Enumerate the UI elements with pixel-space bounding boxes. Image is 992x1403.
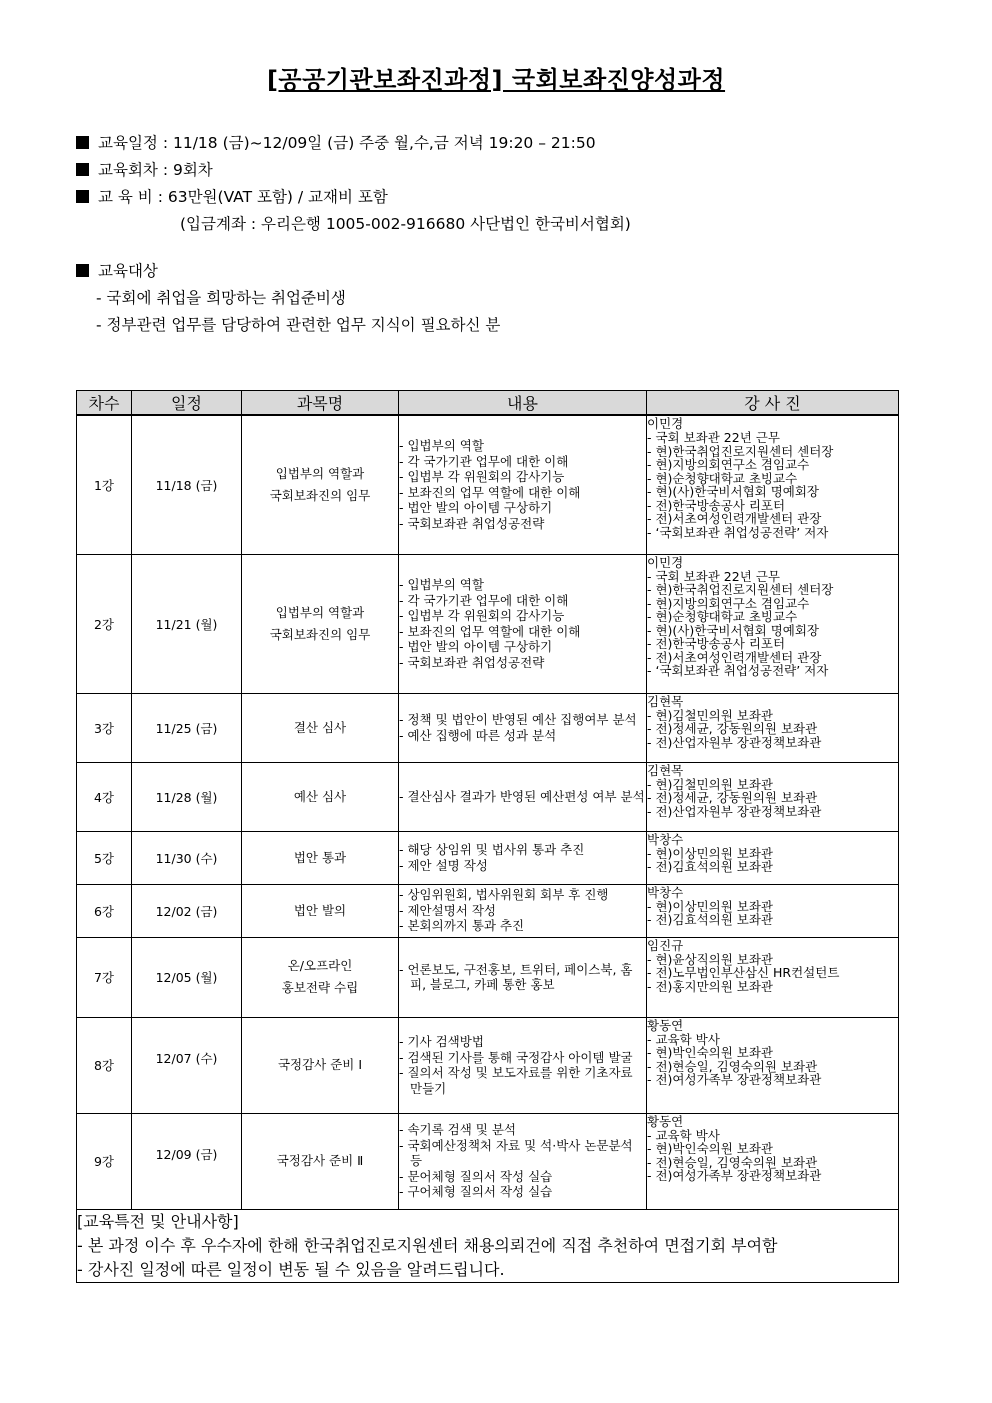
session-date: 12/07 (수) [132, 1017, 242, 1113]
notice-cell [77, 1209, 899, 1282]
session-subject [242, 1017, 399, 1113]
career-item: - 현)윤상직의원 보좌관 [647, 951, 774, 967]
content-item: - 입법부의 역할 [399, 438, 484, 454]
career-item: - 교육학 박사 [647, 1127, 720, 1143]
career-item: - 현)한국취업진로지원센터 센터장 [647, 582, 834, 597]
session-subject [242, 831, 399, 884]
subject-line: 법안 통과 [293, 849, 347, 865]
session-date: 12/02 (금) [132, 884, 242, 937]
career-item: - 현)한국취업진로지원센터 센터장 [647, 443, 834, 459]
lecturer-name: 박창수 [647, 884, 684, 900]
header-lecturer: 강 사 진 [647, 391, 899, 416]
career-item: - 현)지방의회연구소 겸임교수 [647, 457, 810, 472]
info-account: (입금계좌 : 우리은행 1005-002-916680 사단법인 한국비서협회) [180, 215, 631, 233]
career-item: - 전)김효석의원 보좌관 [647, 859, 774, 874]
content-item: - 언론보도, 구전홍보, 트위터, 페이스북, 홈피, 블로그, 카페 통한 홍보 [399, 961, 633, 992]
career-item: - 전)김효석의원 보좌관 [647, 912, 774, 927]
page-title: [공공기관보좌진과정] 국회보좌진양성과정 [266, 66, 726, 94]
career-item: - 전)홍지만의원 보좌관 [647, 978, 774, 994]
session-number: 1강 [77, 415, 132, 554]
content-item: - 결산심사 결과가 반영된 예산편성 여부 분석 [399, 788, 645, 804]
career-item: - 현)박인숙의원 보좌관 [647, 1045, 774, 1060]
session-date: 11/18 (금) [132, 415, 242, 554]
table-header-row [77, 391, 899, 416]
career-item: - 교육학 박사 [647, 1031, 720, 1047]
content-item: - 각 국가기관 업무에 대한 이해 [399, 592, 569, 608]
session-subject [242, 415, 399, 554]
session-content [399, 693, 647, 762]
career-item: - 전)여성가족부 장관정책보좌관 [647, 1168, 822, 1183]
subject-line: 온/오프라인 [287, 958, 353, 973]
session-content [399, 415, 647, 554]
session-number: 8강 [77, 1017, 132, 1113]
square-bullet-icon [76, 190, 89, 203]
content-item: - 문어체형 질의서 작성 실습 [399, 1168, 553, 1184]
session-subject [242, 884, 399, 937]
career-item: - 전)서초여성인력개발센터 관장 [647, 511, 822, 526]
session-date: 11/25 (금) [132, 693, 242, 762]
career-item: - 현)이상민의원 보좌관 [647, 845, 774, 861]
schedule-table [76, 390, 899, 1283]
career-item: - 전)여성가족부 장관정책보좌관 [647, 1072, 822, 1087]
subject-line: 국회보좌진의 임무 [269, 487, 371, 503]
subject-line: 법안 발의 [293, 902, 347, 918]
subject-line: 국정감사 준비 Ⅰ [277, 1057, 363, 1072]
content-item: - 국회보좌관 취업성공전략 [399, 515, 545, 531]
career-item: - 현)김철민의원 보좌관 [647, 776, 774, 792]
content-item: - 각 국가기관 업무에 대한 이해 [399, 453, 569, 469]
subject-line: 홍보전략 수립 [281, 980, 359, 995]
table-row [77, 415, 899, 554]
content-item: - 구어체형 질의서 작성 실습 [399, 1184, 553, 1200]
subject-line: 국정감사 준비 Ⅱ [276, 1153, 364, 1168]
session-date: 11/28 (월) [132, 762, 242, 831]
info-fee: 교 육 비 : 63만원(VAT 포함) / 교재비 포함 [76, 184, 916, 211]
lecturer-name: 김현목 [647, 693, 684, 709]
session-date: 12/05 (월) [132, 937, 242, 1017]
lecturer-name: 박창수 [647, 831, 684, 847]
table-row [77, 762, 899, 831]
content-item: - 본회의까지 통과 추진 [399, 918, 525, 934]
session-lecturer [647, 762, 899, 831]
square-bullet-icon [76, 264, 89, 277]
session-number: 3강 [77, 693, 132, 762]
session-subject [242, 762, 399, 831]
session-number: 2강 [77, 554, 132, 693]
subject-line: 예산 심사 [293, 788, 347, 804]
content-item: - 예산 집행에 따른 성과 분석 [399, 727, 557, 743]
content-item: - 보좌진의 업무 역할에 대한 이해 [399, 623, 581, 639]
subject-line: 입법부의 역할과 [275, 465, 365, 481]
content-item: - 기사 검색방법 [399, 1034, 484, 1049]
career-item: - ‘국회보좌관 취업성공전략’ 저자 [647, 524, 829, 540]
session-number: 6강 [77, 884, 132, 937]
session-lecturer [647, 1113, 899, 1209]
square-bullet-icon [76, 163, 89, 176]
career-item: - 전)현승일, 김영숙의원 보좌관 [647, 1058, 818, 1074]
session-date: 11/21 (월) [132, 554, 242, 693]
career-item: - 전)서초여성인력개발센터 관장 [647, 649, 822, 665]
content-item: - 검색된 기사를 통해 국정감사 아이템 발굴 [399, 1049, 633, 1065]
session-number: 4강 [77, 762, 132, 831]
career-item: - 현)이상민의원 보좌관 [647, 898, 774, 914]
table-row [77, 937, 899, 1017]
content-item: - 상임위원회, 법사위원회 회부 후 진행 [399, 887, 609, 903]
career-item: - 전)한국방송공사 리포터 [647, 497, 786, 513]
content-item: - 질의서 작성 및 보도자료를 위한 기초자료 만들기 [399, 1065, 633, 1096]
career-item: - 현)지방의회연구소 겸임교수 [647, 595, 810, 611]
career-item: - 전)산업자원부 장관정책보좌관 [647, 803, 822, 819]
career-item: - 전)노무법인부산삼신 HR컨설턴트 [647, 965, 840, 980]
lecturer-name: 황동연 [647, 1113, 684, 1129]
table-row [77, 1017, 899, 1113]
session-lecturer [647, 415, 899, 554]
info-target-item: - 정부관련 업무를 담당하여 관련한 업무 지식이 필요하신 분 [96, 316, 501, 334]
info-target-item: - 국회에 취업을 희망하는 취업준비생 [96, 289, 346, 307]
info-target-heading: 교육대상 [76, 258, 916, 285]
career-item: - 전)정세균, 강동원의원 보좌관 [647, 790, 818, 805]
header-content: 내용 [399, 391, 647, 416]
session-lecturer [647, 693, 899, 762]
session-subject [242, 693, 399, 762]
content-item: - 법안 발의 아이템 구상하기 [399, 639, 553, 654]
header-date: 일정 [132, 391, 242, 416]
career-item: - 현)순청향대학교 초빙교수 [647, 470, 798, 486]
career-item: - 현)(사)한국비서협회 명예회장 [647, 484, 819, 499]
career-item: - 현)순청향대학교 초빙교수 [647, 609, 798, 624]
content-item: - 속기록 검색 및 분석 [399, 1122, 517, 1138]
notice-row [77, 1209, 899, 1282]
lecturer-name: 임진규 [647, 937, 684, 953]
session-content [399, 937, 647, 1017]
content-item: - 해당 상임위 및 법사위 통과 추진 [399, 842, 585, 857]
lecturer-name: 이민경 [647, 554, 684, 570]
session-subject [242, 937, 399, 1017]
content-item: - 입법부의 역할 [399, 577, 484, 592]
career-item: - ‘국회보좌관 취업성공전략’ 저자 [647, 663, 829, 678]
lecturer-name: 이민경 [647, 416, 684, 431]
session-number: 5강 [77, 831, 132, 884]
session-content [399, 554, 647, 693]
career-item: - 전)산업자원부 장관정책보좌관 [647, 734, 822, 750]
session-subject [242, 1113, 399, 1209]
session-content [399, 884, 647, 937]
content-item: - 국회보좌관 취업성공전략 [399, 654, 545, 670]
table-row [77, 554, 899, 693]
career-item: - 현)김철민의원 보좌관 [647, 707, 774, 723]
subject-line: 입법부의 역할과 [275, 604, 365, 620]
career-item: - 전)한국방송공사 리포터 [647, 636, 786, 651]
session-lecturer [647, 554, 899, 693]
content-item: - 국회예산정책처 자료 및 석·박사 논문분석 등 [399, 1137, 633, 1169]
content-item: - 입법부 각 위원회의 감사기능 [399, 608, 565, 623]
session-date: 12/09 (금) [132, 1113, 242, 1209]
session-lecturer [647, 937, 899, 1017]
course-info [76, 130, 916, 339]
table-row [77, 831, 899, 884]
session-content [399, 1017, 647, 1113]
table-row [77, 884, 899, 937]
content-item: - 보좌진의 업무 역할에 대한 이해 [399, 484, 581, 500]
subject-line: 국회보좌진의 임무 [269, 626, 371, 642]
session-number: 9강 [77, 1113, 132, 1209]
content-item: - 정책 및 법안이 반영된 예산 집행여부 분석 [399, 712, 637, 727]
session-number: 7강 [77, 937, 132, 1017]
table-row [77, 693, 899, 762]
session-content [399, 831, 647, 884]
career-item: - 국회 보좌관 22년 근무 [647, 568, 780, 584]
subject-line: 결산 심사 [293, 719, 347, 735]
session-subject [242, 554, 399, 693]
session-lecturer [647, 831, 899, 884]
notice-line: - 본 과정 이수 후 우수자에 한해 한국취업진로지원센터 채용의뢰건에 직접 추천하여 면접기회 부여함 [77, 1235, 778, 1255]
session-content [399, 762, 647, 831]
content-item: - 법안 발의 아이템 구상하기 [399, 500, 553, 516]
lecturer-name: 황동연 [647, 1017, 684, 1033]
info-sessions: 교육회차 : 9회차 [76, 157, 916, 184]
info-schedule: 교육일정 : 11/18 (금)~12/09일 (금) 주중 월,수,금 저녁 19:20 – 21:50 [76, 130, 916, 157]
square-bullet-icon [76, 136, 89, 149]
notice-heading: [교육특전 및 안내사항] [77, 1211, 239, 1231]
notice-line: - 강사진 일정에 따른 일정이 변동 될 수 있음을 알려드립니다. [77, 1259, 505, 1279]
content-item: - 입법부 각 위원회의 감사기능 [399, 469, 565, 485]
session-content [399, 1113, 647, 1209]
career-item: - 전)정세균, 강동원의원 보좌관 [647, 721, 818, 736]
session-lecturer [647, 884, 899, 937]
header-subject: 과목명 [242, 391, 399, 416]
career-item: - 현)(사)한국비서협회 명예회장 [647, 622, 819, 638]
lecturer-name: 김현목 [647, 762, 684, 778]
content-item: - 제안설명서 작성 [399, 902, 496, 918]
content-item: - 제안 설명 작성 [399, 857, 488, 873]
career-item: - 현)박인숙의원 보좌관 [647, 1141, 774, 1156]
session-date: 11/30 (수) [132, 831, 242, 884]
session-lecturer [647, 1017, 899, 1113]
header-session: 차수 [77, 391, 132, 416]
career-item: - 전)현승일, 김영숙의원 보좌관 [647, 1154, 818, 1170]
career-item: - 국회 보좌관 22년 근무 [647, 430, 780, 445]
table-row [77, 1113, 899, 1209]
